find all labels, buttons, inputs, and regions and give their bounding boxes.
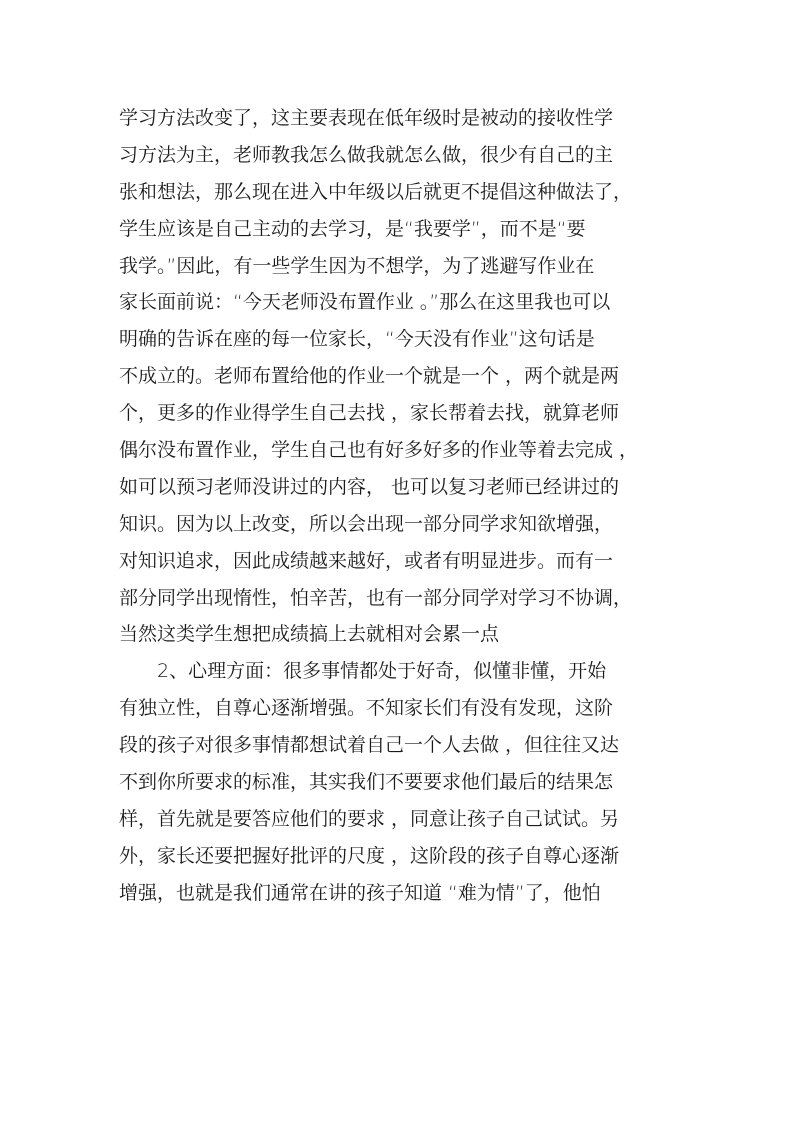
text-line: 如可以预习老师没讲过的内容， 也可以复习老师已经讲过的 bbox=[119, 475, 620, 498]
text-line: 家长面前说：“今天老师没布置作业 。”那么在这里我也可以 bbox=[119, 291, 611, 314]
text-line: 习方法为主，老师教我怎么做我就怎么做，很少有自己的主 bbox=[119, 143, 614, 166]
text-line: 不成立的。老师布置给他的作业一个就是一个 ，两个就是两 bbox=[119, 365, 620, 388]
text-line: 学习方法改变了，这主要表现在低年级时是被动的接收性学 bbox=[119, 107, 614, 129]
text-line: 有独立性，自尊心逐渐增强。不知家长们有没有发现，这阶 bbox=[119, 697, 614, 720]
text-line: 个，更多的作业得学生自己去找 ，家长帮着去找，就算老师 bbox=[119, 402, 620, 425]
text-line: 张和想法，那么现在进入中年级以后就更不提倡这种做法了， bbox=[119, 180, 633, 203]
text-line: 偶尔没布置作业，学生自己也有好多好多的作业等着去完成 ， bbox=[119, 439, 639, 462]
text-line: 当然这类学生想把成绩搞上去就相对会累一点 bbox=[119, 623, 500, 646]
text-line: 不到你所要求的标准，其实我们不要要求他们最后的结果怎 bbox=[119, 771, 614, 794]
text-line: 部分同学出现惰性，怕辛苦，也有一部分同学对学习不协调， bbox=[119, 586, 633, 609]
text-line: 外，家长还要把握好批评的尺度 ，这阶段的孩子自尊心逐渐 bbox=[119, 844, 620, 867]
text-line: 知识。因为以上改变，所以会出现一部分同学求知欲增强， bbox=[119, 512, 614, 535]
text-line: 段的孩子对很多事情都想试着自己一个人去做 ，但往往又达 bbox=[119, 734, 620, 757]
section-heading-line: 2、心理方面：很多事情都处于好奇，似懂非懂，开始 bbox=[157, 660, 607, 683]
text-line: 增强，也就是我们通常在讲的孩子知道 “难为情”了，他怕 bbox=[119, 881, 601, 904]
text-line: 学生应该是自己主动的去学习，是“我要学”，而不是“要 bbox=[119, 217, 586, 240]
text-line: 我学。”因此，有一些学生因为不想学，为了逃避写作业在 bbox=[119, 254, 595, 277]
document-body bbox=[119, 100, 699, 912]
text-line: 样，首先就是要答应他们的要求 ，同意让孩子自己试试。另 bbox=[119, 807, 620, 830]
text-line: 对知识追求，因此成绩越来越好，或者有明显进步。而有一 bbox=[119, 549, 614, 572]
text-line: 明确的告诉在座的每一位家长，“今天没有作业”这句话是 bbox=[119, 328, 595, 351]
